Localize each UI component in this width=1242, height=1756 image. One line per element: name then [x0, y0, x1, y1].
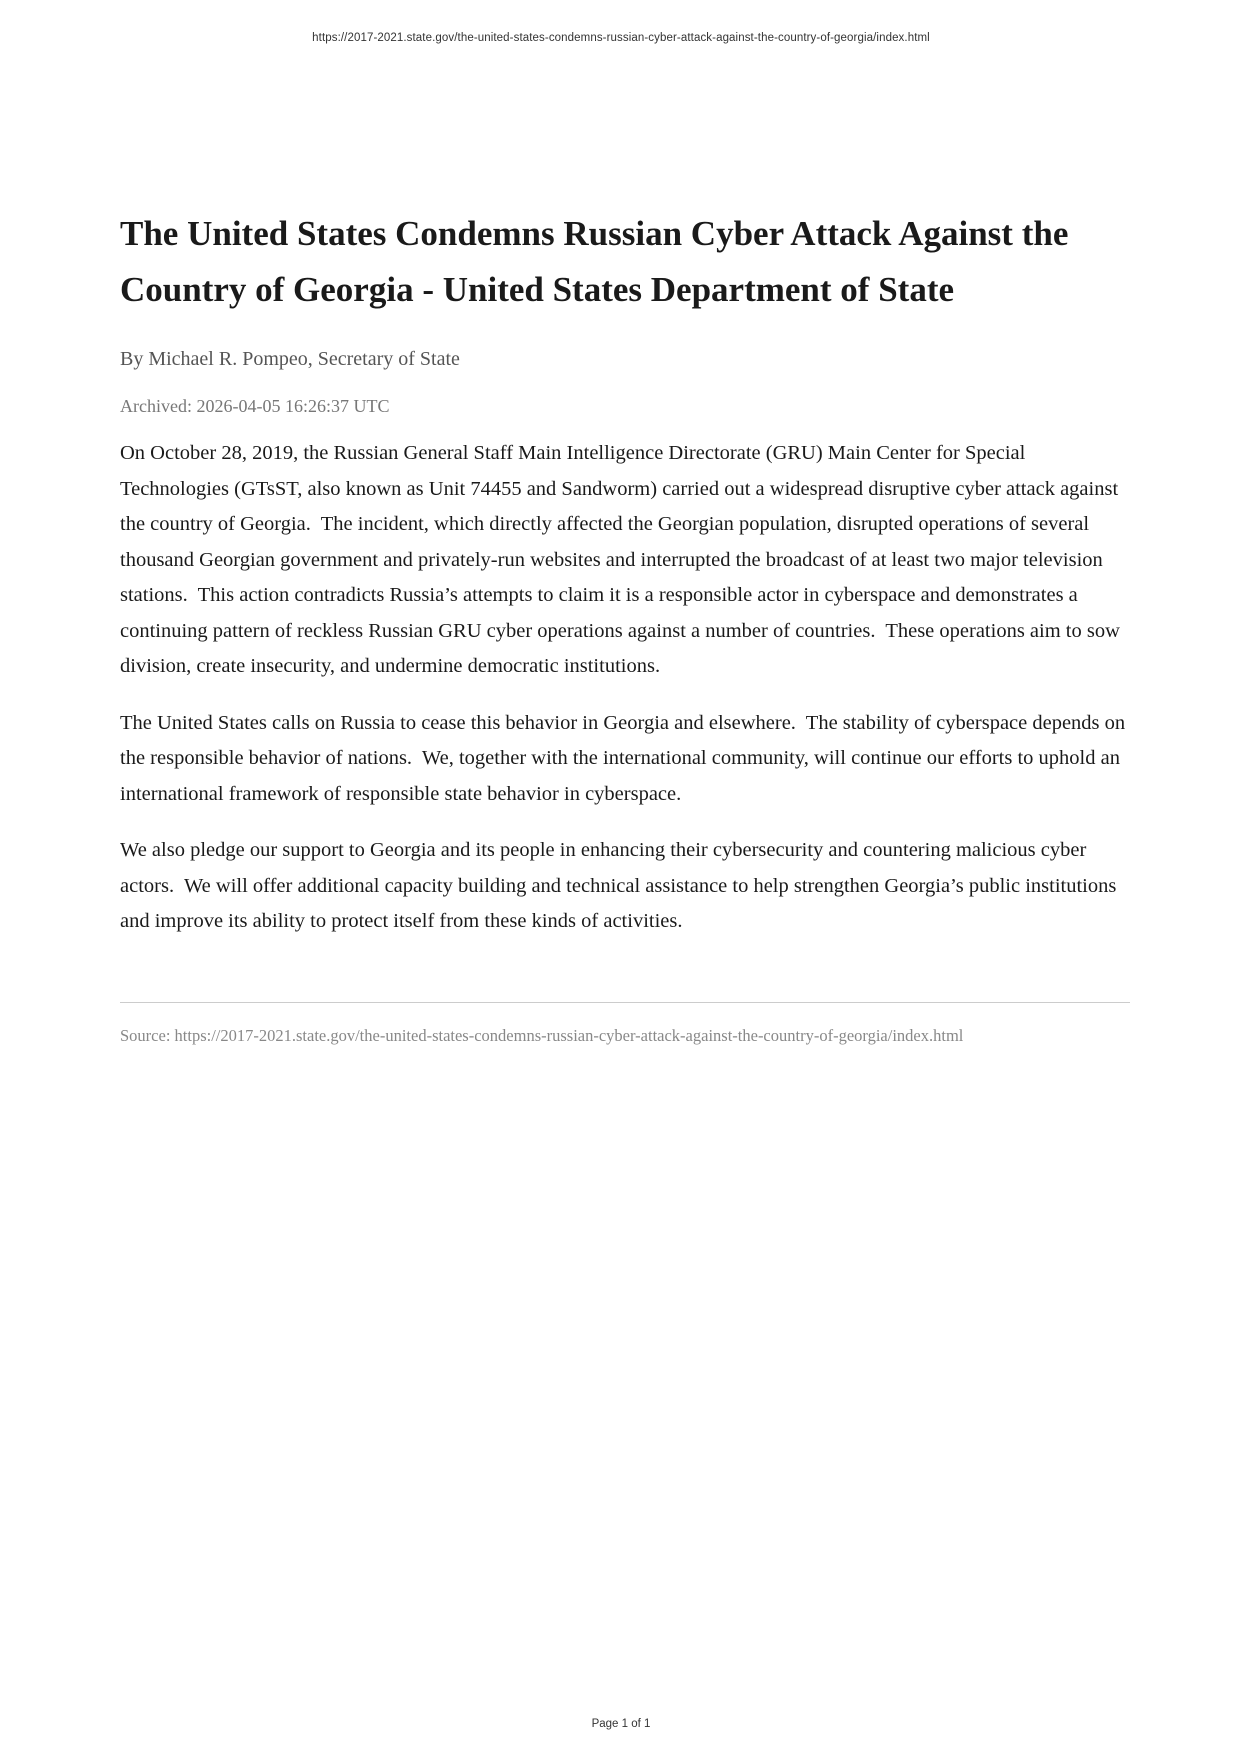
divider [120, 1002, 1130, 1003]
page-header-url: https://2017-2021.state.gov/the-united-states-condemns-russian-cyber-attack-against-the-country-of-georgia/index.html [312, 32, 930, 44]
article [120, 206, 1130, 1047]
article-paragraph: We also pledge our support to Georgia and its people in enhancing their cybersecurity and countering malicious cyber actors. We will offer additional capacity building and technical assistance to help strengthen Georgia’s public institutions and improve its ability to protect itself from these kinds of activities. [120, 839, 1122, 932]
article-body [120, 436, 1130, 940]
archived-timestamp: Archived: 2026-04-05 16:26:37 UTC [120, 396, 390, 416]
article-byline: By Michael R. Pompeo, Secretary of State [120, 348, 460, 370]
source-citation: Source: https://2017-2021.state.gov/the-united-states-condemns-russian-cyber-attack-against-the-country-of-georgia/index.html [120, 1025, 964, 1045]
article-paragraph: On October 28, 2019, the Russian General Staff Main Intelligence Directorate (GRU) Main Center for Special Technologies (GTsST, also known as Unit 74455 and Sandworm) carried out a widespread disruptive cyber attack against the country of Georgia. The incident, which directly affected the Georgian population, disrupted operations of several thousand Georgian government and privately-run websites and interrupted the broadcast of at least two major television stations. This action contradicts Russia’s attempts to claim it is a responsible actor in cyberspace and demonstrates a continuing pattern of reckless Russian GRU cyber operations against a number of countries. These operations aim to sow division, create insecurity, and undermine democratic institutions. [120, 442, 1126, 677]
article-paragraph: The United States calls on Russia to cease this behavior in Georgia and elsewhere. The stability of cyberspace depends on the responsible behavior of nations. We, together with the international community, will continue our efforts to uphold an international framework of responsible state behavior in cyberspace. [120, 711, 1131, 805]
article-title: The United States Condemns Russian Cyber Attack Against the Country of Georgia - United States Department of State [120, 214, 1069, 309]
page-number: Page 1 of 1 [591, 1718, 651, 1730]
